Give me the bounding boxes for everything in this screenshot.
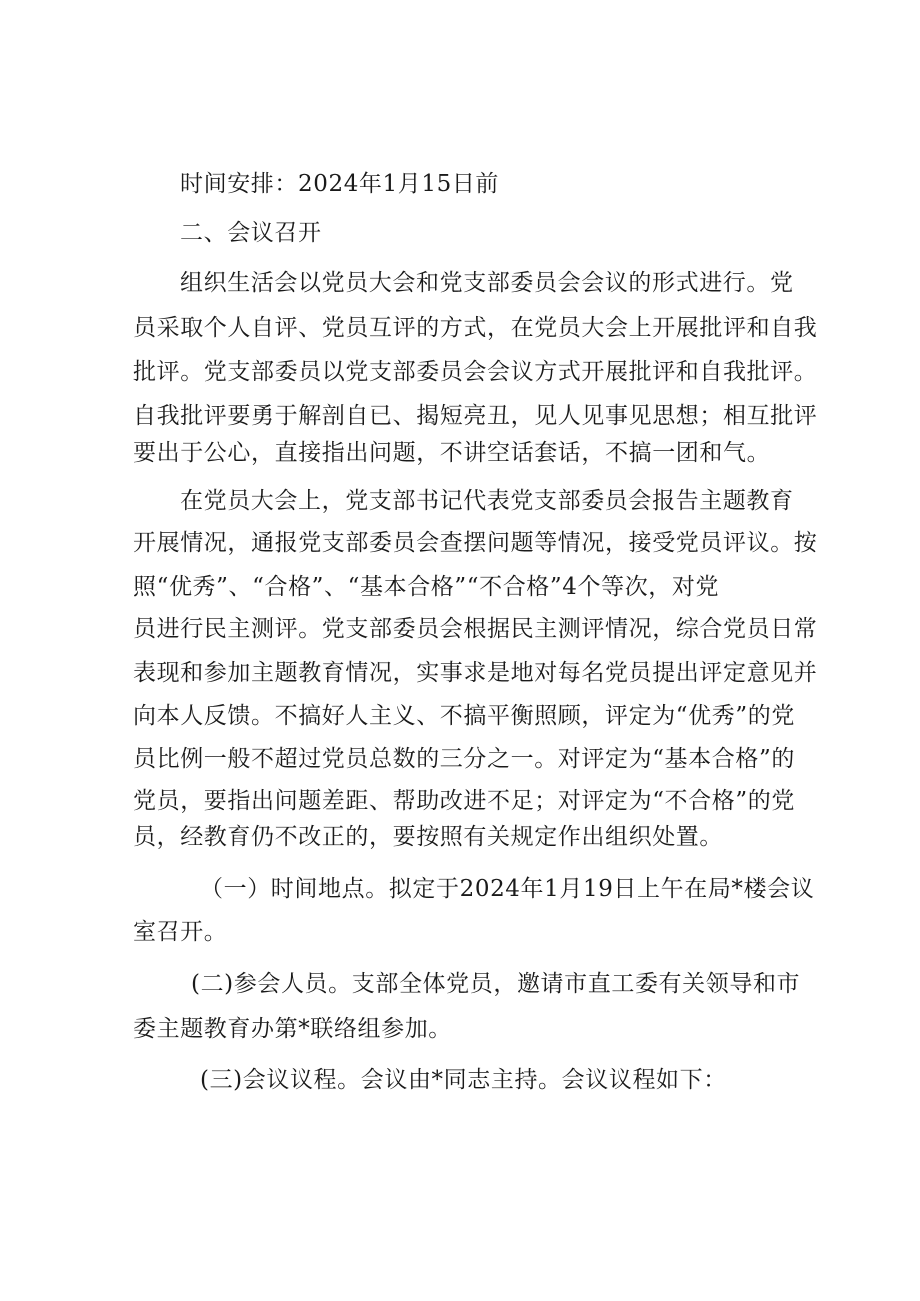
item-agenda: (三)会议议程。会议由*同志主持。会议议程如下： — [200, 1067, 727, 1093]
paragraph-line: (二)参会人员。支部全体党员，邀请市直工委有关领导和市 — [191, 971, 801, 997]
paragraph-line: 在党员大会上，党支部书记代表党支部委员会报告主题教育 — [180, 488, 794, 514]
paragraph-line: 委主题教育办第*联络组参加。 — [133, 1016, 452, 1042]
paragraph-line: 员采取个人自评、党员互评的方式，在党员大会上开展批评和自我 — [133, 315, 818, 341]
paragraph-line: 批评。党支部委员以党支部委员会会议方式开展批评和自我批评。 — [133, 359, 818, 385]
paragraph-line: 开展情况，通报党支部委员会查摆问题等情况，接受党员评议。按 — [133, 530, 818, 556]
section-heading: 二、会议召开 — [180, 220, 322, 246]
paragraph-line: 照“优秀”、“合格”、“基本合格”“不合格”4个等次，对党 — [133, 574, 720, 600]
paragraph-line: 自我批评要勇于解剖自已、揭短亮丑，见人见事见思想；相互批评 — [133, 403, 818, 429]
paragraph-line: （一）时间地点。拟定于2024年1月19日上午在局*楼会议 — [200, 876, 815, 902]
paragraph-line: 表现和参加主题教育情况，实事求是地对每名党员提出评定意见并 — [133, 660, 818, 686]
paragraph-line: 党员，要指出问题差距、帮助改进不足；对评定为“不合格”的党 — [133, 788, 795, 814]
paragraph-line: 向本人反馈。不搞好人主义、不搞平衡照顾，评定为“优秀”的党 — [133, 703, 795, 729]
paragraph-line: 员，经教育仍不改正的，要按照有关规定作出组织处置。 — [133, 824, 723, 850]
paragraph-line: 要出于公心，直接指出问题，不讲空话套话，不搞一团和气。 — [133, 440, 771, 466]
paragraph-line: 员比例一般不超过党员总数的三分之一。对评定为“基本合格”的 — [133, 746, 795, 772]
paragraph-line: 员进行民主测评。党支部委员会根据民主测评情况，综合党员日常 — [133, 616, 818, 642]
paragraph-line: 室召开。 — [133, 919, 228, 945]
paragraph-line: 组织生活会以党员大会和党支部委员会会议的形式进行。党 — [180, 270, 794, 296]
time-arrangement: 时间安排：2024年1月15日前 — [180, 171, 500, 197]
